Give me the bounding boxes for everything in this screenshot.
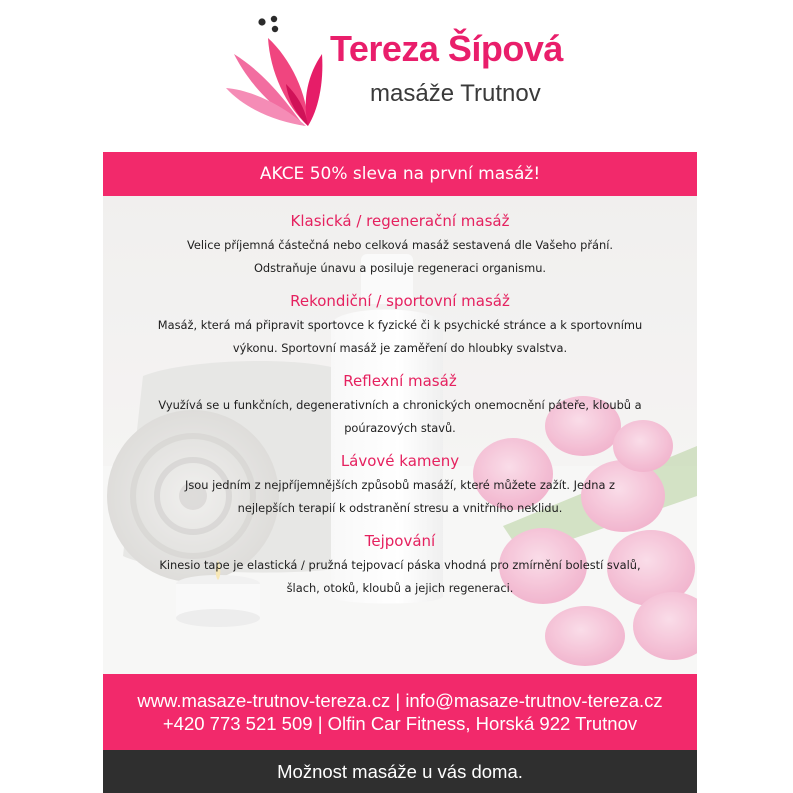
contact-web-email[interactable]: www.masaze-trutnov-tereza.cz | info@masaze-trutnov-tereza.cz [137,690,663,711]
service-description: Kinesio tape je elastická / pružná tejpovací páska vhodná pro zmírnění bolestí svalů, šlach, otoků, kloubů a jejich regeneraci. [159,558,641,595]
service-reflex [103,372,697,440]
promo-banner [103,152,697,196]
services-list [103,212,697,612]
service-title: Rekondiční / sportovní masáž [290,292,510,310]
footer-home-service [103,750,697,793]
contact-phone-address[interactable]: +420 773 521 509 | Olfin Car Fitness, Horská 922 Trutnov [162,713,638,734]
service-classic [103,212,697,280]
service-title: Reflexní masáž [343,372,457,390]
brand-subtitle: masáže Trutnov [370,80,541,107]
service-description: Jsou jedním z nejpříjemnějších způsobů masáží, které můžete zažít. Jedna z nejlepších terapií k odstranění stresu a vnitřního neklidu. [184,478,616,515]
service-taping [103,532,697,600]
brand-name: Tereza Šípová [330,28,563,69]
service-description: Využívá se u funkčních, degenerativních a chronických onemocnění páteře, kloubů a poúrazových stavů. [158,398,642,435]
service-title: Lávové kameny [340,452,460,470]
service-title: Tejpování [364,532,436,550]
tulip-logo-icon [226,14,326,132]
contact-band [103,674,697,750]
service-sport [103,292,697,360]
footer-text: Možnost masáže u vás doma. [277,761,523,782]
service-title: Klasická / regenerační masáž [290,212,510,230]
service-lava-stones [103,452,697,520]
service-description: Masáž, která má připravit sportovce k fyzické či k psychické stránce a k sportovnímu výkonu. Sportovní masáž je zaměření do hloubky svalstva. [157,318,643,355]
promo-text: AKCE 50% sleva na první masáž! [259,164,541,184]
service-description: Velice příjemná částečná nebo celková masáž sestavená dle Vašeho přání. Odstraňuje únavu a posiluje regeneraci organismu. [186,238,614,275]
